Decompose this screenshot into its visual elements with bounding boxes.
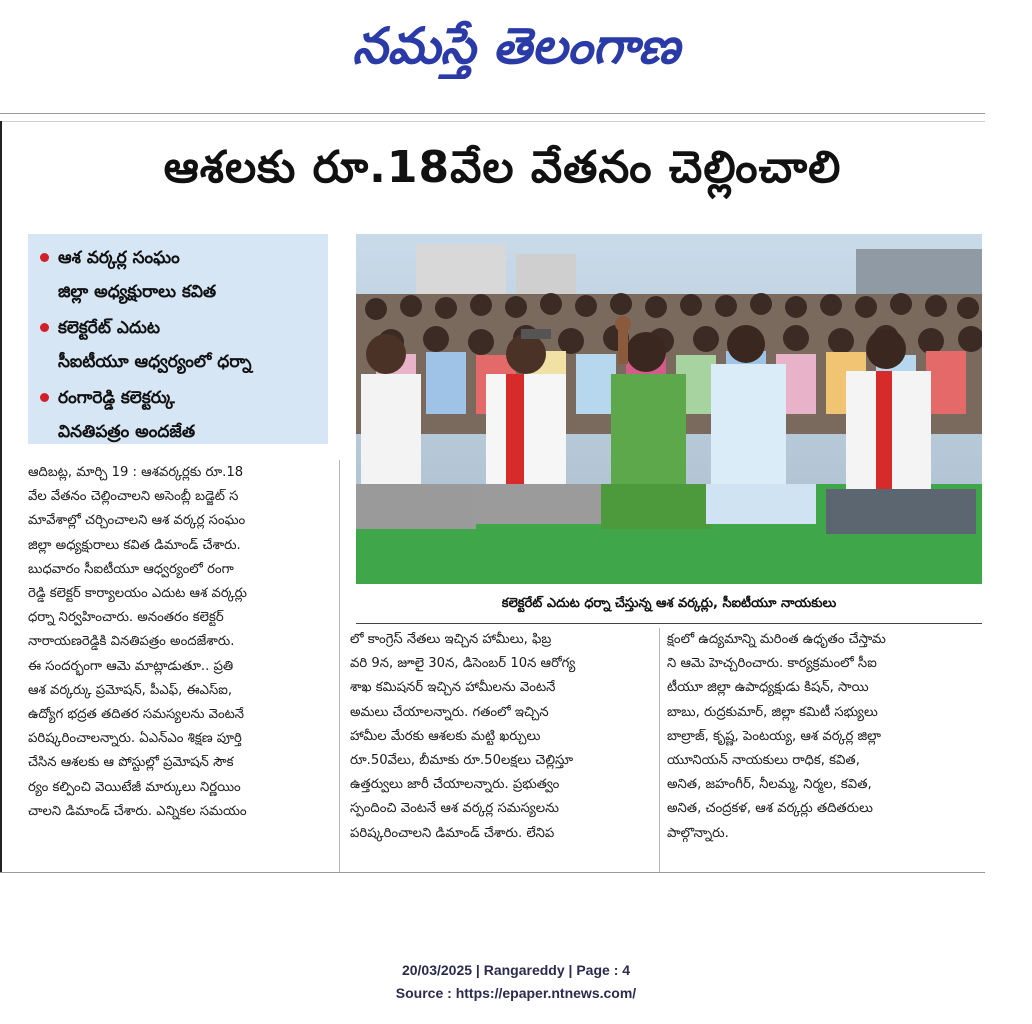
protest-photo bbox=[356, 234, 982, 584]
text-line: రూ.50వేలు, బీమాకు రూ.50లక్షలు చెల్లిస్తూ bbox=[350, 753, 574, 769]
text-line: పాల్గొన్నారు. bbox=[667, 825, 729, 841]
text-line: బుధవారం సీఐటీయూ ఆధ్వర్యంలో రంగా bbox=[28, 561, 234, 577]
headline: ఆశలకు రూ.18వేల వేతనం చెల్లించాలి bbox=[163, 142, 842, 193]
text-line: ఆదిబట్ల, మార్చి 19 : ఆశవర్కర్లకు రూ.18 bbox=[28, 465, 244, 480]
text-line: చేసిన ఆశలకు ఆ పోస్టుల్లో ప్రమోషన్ సౌక bbox=[28, 755, 234, 771]
text-line: బాబు, రుద్రకుమార్, జిల్లా కమిటీ సభ్యులు bbox=[667, 704, 878, 720]
text-line: స్పందించి వెంటనే ఆశ వర్కర్ల సమస్యలను bbox=[350, 801, 559, 817]
text-line: పరిష్కరించాలన్నారు. ఏఎన్ఎం శిక్షణ పూర్తి bbox=[28, 731, 242, 747]
text-line: బాల్రాజ్, కృష్ణ, పెంటయ్య, ఆశ వర్కర్ల జిల్లా bbox=[667, 728, 881, 744]
text-line: వరి 9న, జూలై 30న, డిసెంబర్ 10న ఆరోగ్య bbox=[350, 656, 576, 672]
masthead-title: నమస్తే తెలంగాణ bbox=[352, 17, 680, 75]
text-line: అనిత, జహంగీర్, నీలమ్మ, నిర్మల, కవిత, bbox=[667, 777, 872, 793]
newspaper-logo bbox=[306, 9, 726, 79]
text-line: అమలు చేయాలన్నారు. గతంలో ఇచ్చిన bbox=[350, 704, 549, 720]
text-line: యూనియన్ నాయకులు రాధిక, కవిత, bbox=[667, 753, 860, 769]
highlights-box bbox=[28, 234, 328, 444]
text-line: టీయూ జిల్లా ఉపాధ్యక్షుడు కిషన్, సాయి bbox=[667, 680, 869, 696]
text-line: రెడ్డి కలెక్టర్ కార్యాలయం ఎదుట ఆశ వర్కర్లు bbox=[28, 586, 247, 602]
clipping-edge bbox=[0, 121, 2, 873]
text-line: హామీల మేరకు ఆశలకు మట్టి ఖర్చులు bbox=[350, 728, 541, 744]
text-line: ఆశ వర్కర్కు ప్రమోషన్, పీఎఫ్, ఈఎస్ఐ, bbox=[28, 682, 233, 698]
highlight-line: రంగారెడ్డి కలెక్టర్కు bbox=[58, 388, 175, 408]
photo-caption: కలెక్టరేట్ ఎదుట ధర్నా చేస్తున్న ఆశ వర్కర్లు, సీఐటీయూ నాయకులు bbox=[501, 596, 837, 611]
bullet-icon bbox=[40, 393, 49, 402]
text-line: ఉద్యోగ భద్రత తదితర సమస్యలను వెంటనే bbox=[28, 707, 245, 723]
footer-source: Source : https://epaper.ntnews.com/ bbox=[395, 985, 637, 1001]
article-column-3 bbox=[667, 628, 985, 846]
column-divider bbox=[659, 628, 660, 872]
article-bottom-rule bbox=[0, 872, 985, 873]
masthead bbox=[0, 0, 1032, 88]
bullet-icon bbox=[40, 253, 49, 262]
article-column-1 bbox=[28, 461, 326, 824]
text-line: నారాయణరెడ్డికి వినతిపత్రం అందజేశారు. bbox=[28, 634, 235, 650]
text-line: జిల్లా అధ్యక్షురాలు కవిత డిమాండ్ చేశారు. bbox=[28, 537, 241, 553]
highlight-line: కలెక్టరేట్ ఎదుట bbox=[58, 318, 161, 338]
highlight-item bbox=[40, 386, 318, 444]
highlight-line: ఆశ వర్కర్ల సంఘం bbox=[58, 248, 180, 268]
article-column-2 bbox=[350, 628, 654, 846]
masthead-rule bbox=[0, 113, 985, 114]
highlight-item bbox=[40, 316, 318, 374]
text-line: చాలని డిమాండ్ చేశారు. ఎన్నికల సమయం bbox=[28, 803, 247, 819]
text-line: అనిత, చంద్రకళ, ఆశ వర్కర్లు తదితరులు bbox=[667, 801, 873, 817]
highlight-item bbox=[40, 246, 318, 304]
text-line: పరిష్కరించాలని డిమాండ్ చేశారు. లేనిప bbox=[350, 825, 555, 841]
text-line: ర్యం కల్పించి వెయిటేజీ మార్కులు నిర్ణయిం bbox=[28, 779, 241, 795]
footer-date-edition: 20/03/2025 | Rangareddy | Page : 4 bbox=[401, 962, 631, 978]
text-line: ఈ సందర్భంగా ఆమె మాట్లాడుతూ.. ప్రతి bbox=[28, 658, 234, 674]
text-line: శాఖ కమిషనర్ ఇచ్చిన హామీలను వెంటనే bbox=[350, 680, 556, 696]
column-divider bbox=[339, 460, 340, 872]
highlight-line: వినతిపత్రం అందజేత bbox=[58, 422, 196, 442]
text-line: ధర్నా నిర్వహించారు. అనంతరం కలెక్టర్ bbox=[28, 610, 224, 626]
highlight-line: జిల్లా అధ్యక్షురాలు కవిత bbox=[58, 282, 217, 302]
caption-rule bbox=[356, 623, 982, 624]
text-line: ఉత్తర్వులు జారీ చేయాలన్నారు. ప్రభుత్వం bbox=[350, 777, 560, 793]
protest-photo-illustration bbox=[356, 234, 982, 584]
text-line: క్షంలో ఉద్యమాన్ని మరింత ఉధృతం చేస్తామ bbox=[667, 632, 886, 647]
text-line: లో కాంగ్రెస్ నేతలు ఇచ్చిన హామీలు, ఫిబ్ర bbox=[350, 632, 552, 647]
section-rule bbox=[0, 121, 985, 122]
text-line: మావేశాల్లో చర్చించాలని ఆశ వర్కర్ల సంఘం bbox=[28, 513, 246, 529]
text-line: ని ఆమె హెచ్చరించారు. కార్యక్రమంలో సీఐ bbox=[667, 656, 877, 672]
bullet-icon bbox=[40, 323, 49, 332]
highlight-line: సీఐటీయూ ఆధ్వర్యంలో ధర్నా bbox=[58, 352, 252, 372]
text-line: వేల వేతనం చెల్లించాలని అసెంబ్లీ బడ్జెట్ స bbox=[28, 489, 239, 505]
